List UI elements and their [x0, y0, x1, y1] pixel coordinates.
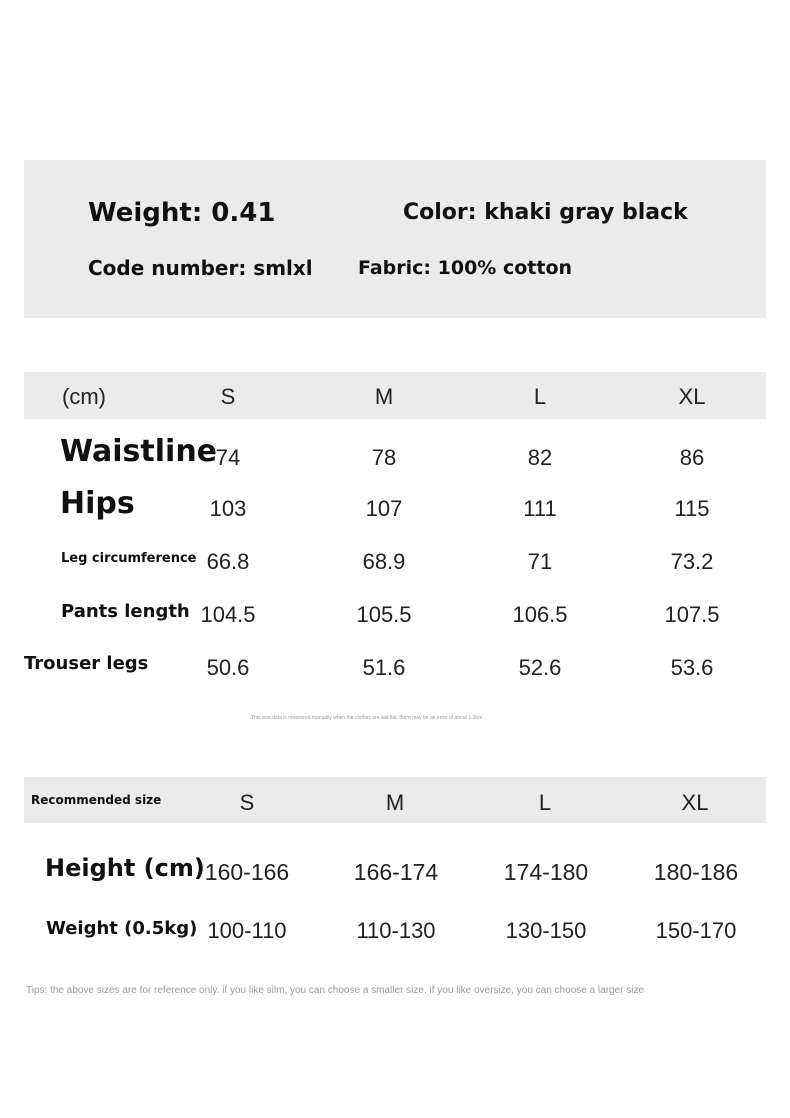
product-info-panel — [24, 160, 766, 318]
size-header-xl: XL — [678, 384, 706, 409]
row-label-pants-length: Pants length — [61, 601, 190, 622]
size-header-s: S — [220, 384, 236, 409]
fabric-info: Fabric: 100% cotton — [358, 257, 573, 279]
row-label-height: Height (cm) — [45, 854, 205, 882]
color-info: Color: khaki gray black — [403, 200, 688, 225]
table-cell: 104.5 — [200, 602, 256, 627]
table-cell: 130-150 — [505, 918, 587, 943]
table-cell: 74 — [215, 445, 241, 470]
table-cell: 111 — [523, 496, 557, 521]
table-cell: 115 — [674, 496, 710, 521]
table-cell: 180-186 — [653, 859, 739, 885]
recommend-header-l: L — [538, 790, 552, 815]
row-label-leg-circumference: Leg circumference — [61, 551, 197, 566]
size-header-m: M — [374, 384, 394, 409]
table-cell: 71 — [527, 549, 553, 574]
code-number-info: Code number: smlxl — [88, 256, 313, 280]
table-cell: 73.2 — [670, 549, 714, 574]
table-cell: 50.6 — [206, 655, 250, 680]
table-cell: 82 — [527, 445, 553, 470]
row-label-trouser-legs: Trouser legs — [24, 653, 149, 674]
weight-info: Weight: 0.41 — [88, 198, 276, 228]
table-cell: 100-110 — [207, 918, 287, 943]
table-cell: 174-180 — [503, 859, 589, 885]
table-cell: 150-170 — [655, 918, 737, 943]
recommend-header-xl: XL — [681, 790, 709, 815]
table-cell: 106.5 — [512, 602, 568, 627]
row-label-waistline: Waistline — [60, 434, 218, 469]
table-cell: 68.9 — [362, 549, 406, 574]
table-cell: 66.8 — [206, 549, 250, 574]
tips-text: Tips: the above sizes are for reference only. if you like silm, you can choose a smaller size. if you like oversize, you can choose a larger size — [26, 985, 645, 996]
table-cell: 166-174 — [353, 859, 439, 885]
table-cell: 110-130 — [356, 918, 436, 943]
recommend-header-s: S — [239, 790, 255, 815]
table-cell: 105.5 — [356, 602, 412, 627]
table-cell: 53.6 — [670, 655, 714, 680]
table-cell: 103 — [209, 496, 247, 521]
table-cell: 86 — [679, 445, 705, 470]
table-cell: 107.5 — [664, 602, 720, 627]
table-cell: 78 — [371, 445, 397, 470]
table-cell: 51.6 — [362, 655, 406, 680]
unit-label: (cm) — [62, 384, 106, 409]
measurement-note: This size data is measured manually when the clothes are laid flat. there may be an error of about 1-3cm — [251, 715, 483, 721]
size-header-l: L — [533, 384, 547, 409]
row-label-hips: Hips — [60, 486, 135, 521]
recommend-header-m: M — [385, 790, 405, 815]
table-cell: 107 — [365, 496, 403, 521]
row-label-weight: Weight (0.5kg) — [46, 918, 198, 939]
table-cell: 160-166 — [204, 859, 290, 885]
recommended-size-label: Recommended size — [31, 793, 162, 807]
table-cell: 52.6 — [518, 655, 562, 680]
